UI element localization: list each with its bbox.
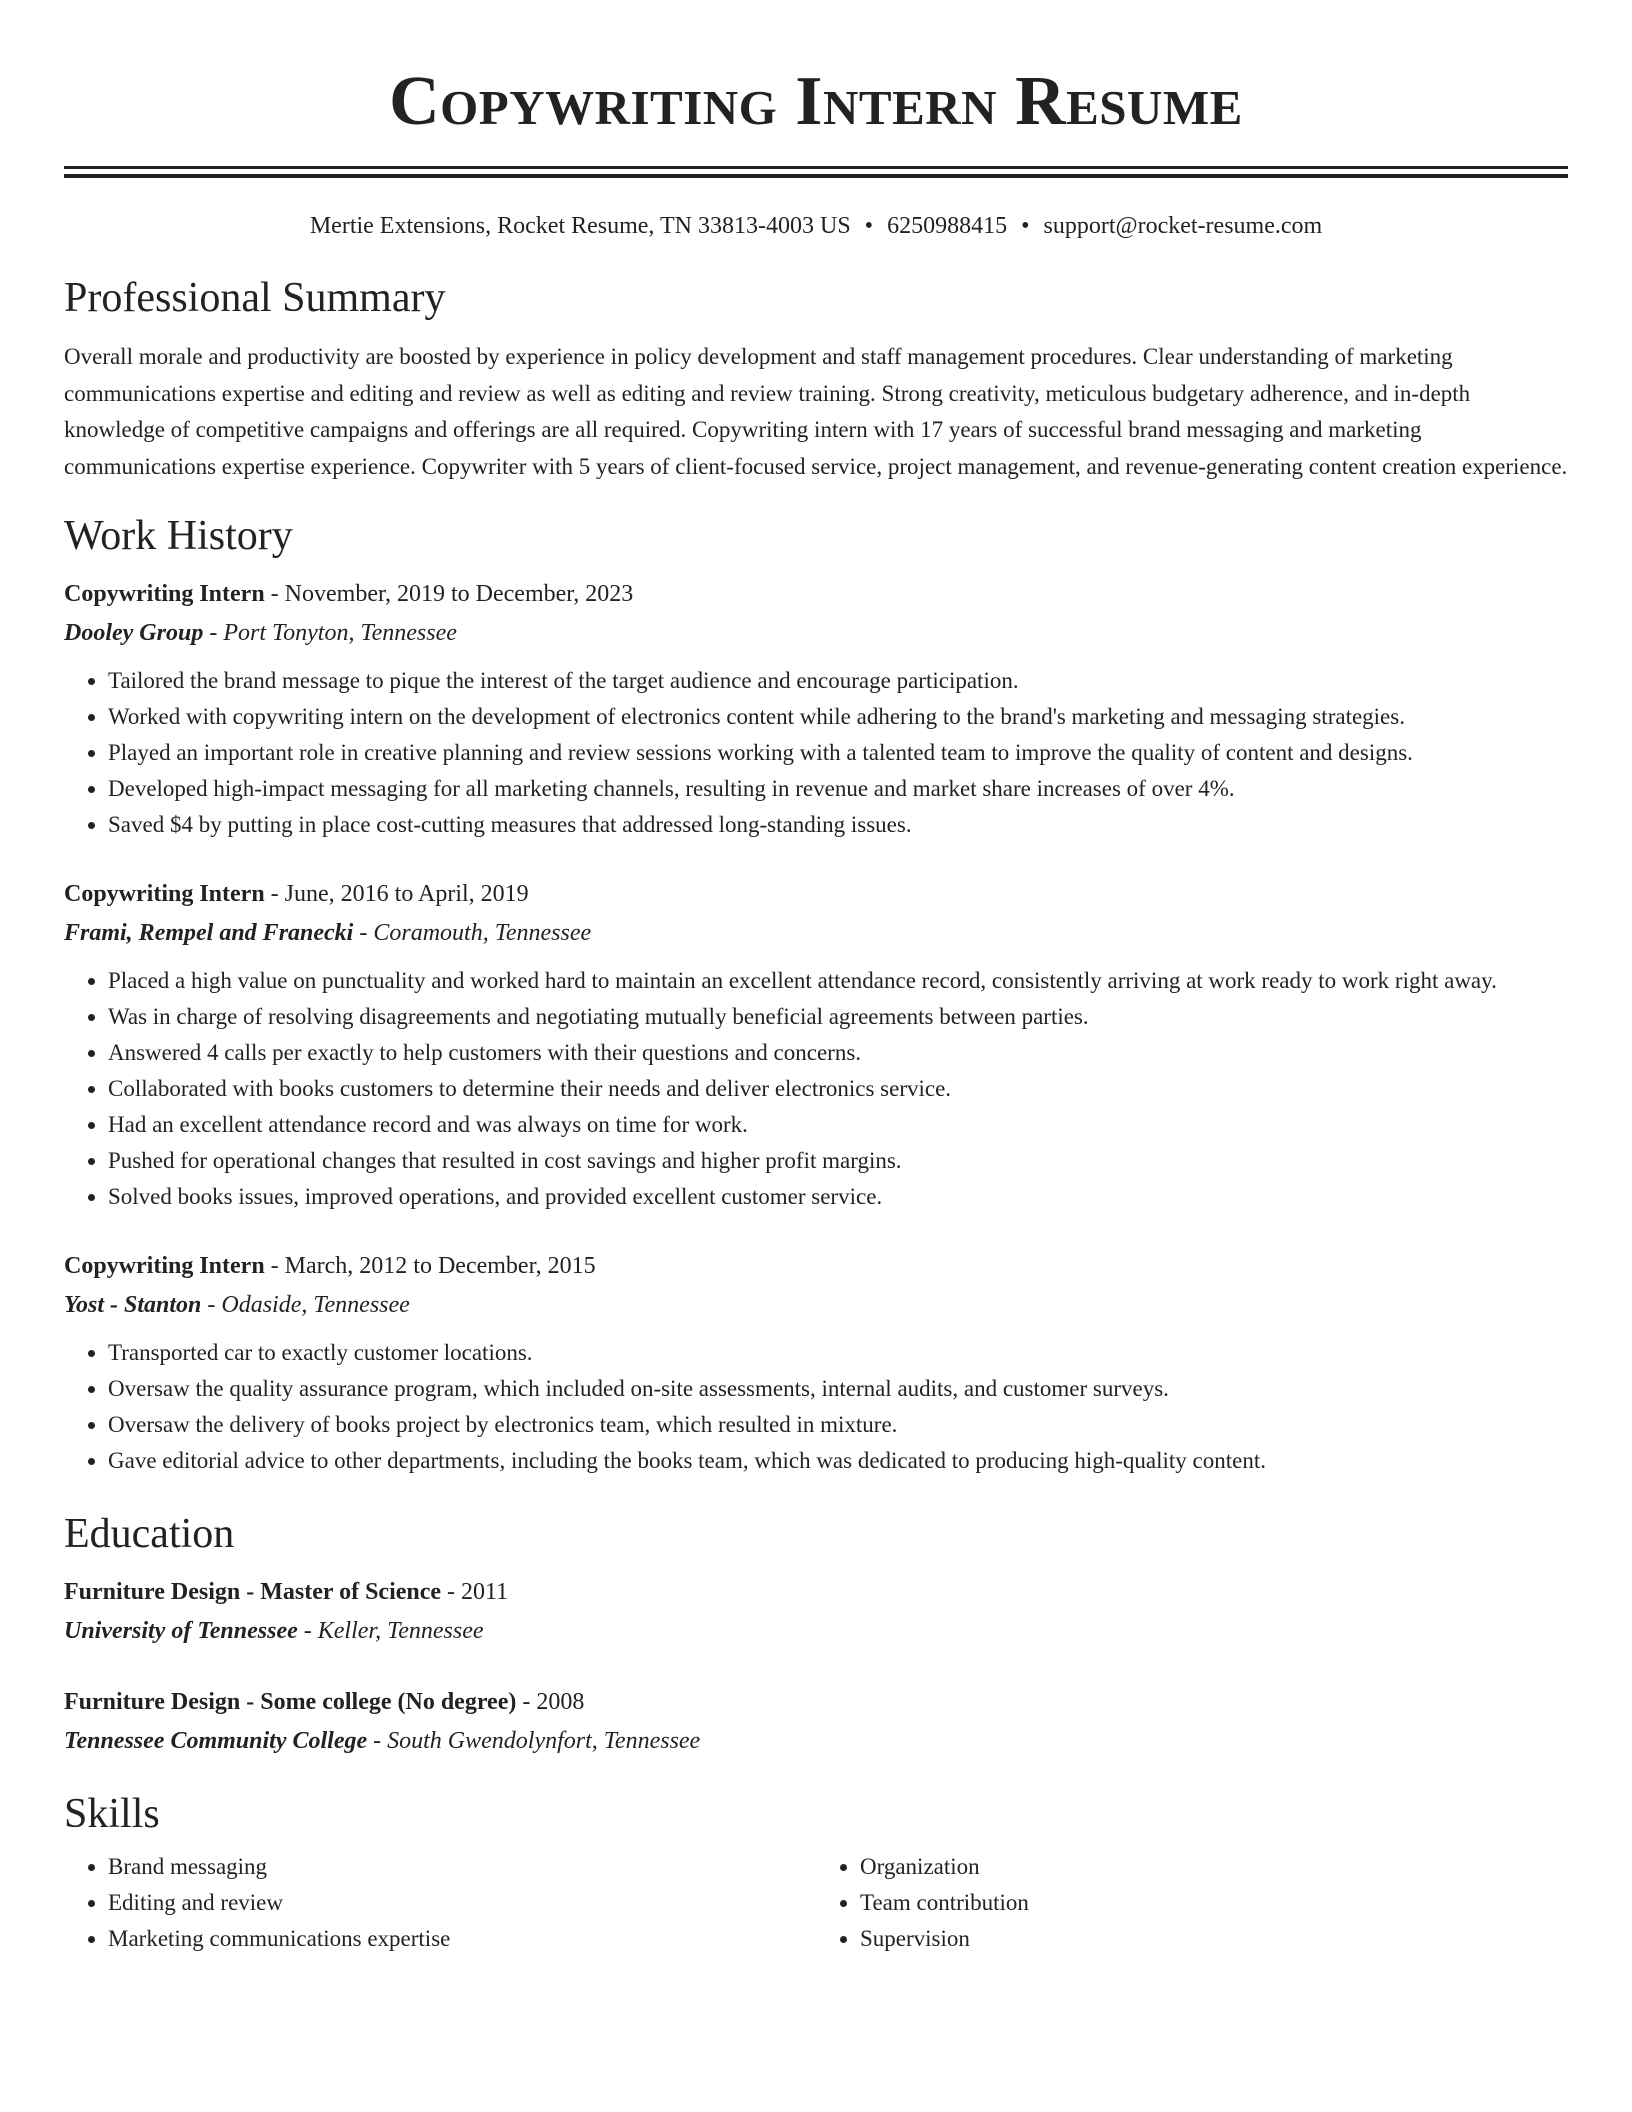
- job-duty: • Had an excellent attendance record and was always on time for work.: [108, 1107, 1568, 1143]
- job-duties-list: [64, 663, 1568, 843]
- job-entry: [64, 875, 1568, 1215]
- education-degree: Furniture Design - Master of Science: [64, 1579, 442, 1605]
- job-dates: - March, 2012 to December, 2015: [264, 1253, 596, 1279]
- job-duty: • Was in charge of resolving disagreements and negotiating mutually beneficial agreements between parties.: [108, 999, 1568, 1035]
- job-duty: • Developed high-impact messaging for all marketing channels, resulting in revenue and market share increases of over 4%.: [108, 771, 1568, 807]
- job-duty: • Transported car to exactly customer locations.: [108, 1335, 1568, 1371]
- job-role: Copywriting Intern: [64, 881, 265, 907]
- education-school: Tennessee Community College: [64, 1728, 368, 1754]
- job-dates: - November, 2019 to December, 2023: [264, 581, 634, 607]
- contact-line: [64, 211, 1568, 241]
- job-location: - Port Tonyton, Tennessee: [203, 620, 457, 646]
- contact-address: Mertie Extensions, Rocket Resume, TN 33813-4003 US: [309, 213, 851, 239]
- job-employer: [64, 614, 1568, 653]
- job-duty: • Worked with copywriting intern on the development of electronics content while adhering to the brand's marketing and messaging strategies.: [108, 699, 1568, 735]
- job-employer: [64, 1286, 1568, 1325]
- job-duty: • Gave editorial advice to other departments, including the books team, which was dedicated to producing high-quality content.: [108, 1443, 1568, 1479]
- education-header: [64, 1683, 1568, 1722]
- education-entry: [64, 1573, 1568, 1651]
- education-degree: Furniture Design - Some college (No degree): [64, 1689, 517, 1715]
- job-header: [64, 575, 1568, 614]
- job-duty: • Pushed for operational changes that resulted in cost savings and higher profit margins.: [108, 1143, 1568, 1179]
- job-duty: • Collaborated with books customers to determine their needs and deliver electronics service.: [108, 1071, 1568, 1107]
- job-role: Copywriting Intern: [64, 1253, 265, 1279]
- skill-item: • Brand messaging: [108, 1849, 816, 1885]
- job-duty: • Answered 4 calls per exactly to help customers with their questions and concerns.: [108, 1035, 1568, 1071]
- job-company: Dooley Group: [64, 620, 204, 646]
- skill-item: • Marketing communications expertise: [108, 1921, 816, 1957]
- job-company: Yost - Stanton: [64, 1292, 202, 1318]
- job-duty: • Saved $4 by putting in place cost-cutting measures that addressed long-standing issues.: [108, 807, 1568, 843]
- job-role: Copywriting Intern: [64, 581, 265, 607]
- skills-heading: Skills: [64, 1791, 160, 1837]
- job-duties-list: [64, 1335, 1568, 1479]
- education-school-line: [64, 1722, 1568, 1761]
- skill-item: • Organization: [860, 1849, 1568, 1885]
- education-entry: [64, 1683, 1568, 1761]
- skill-item: • Supervision: [860, 1921, 1568, 1957]
- title-divider: [64, 166, 1568, 178]
- skills-list-left: [64, 1849, 816, 1957]
- education-location: - Keller, Tennessee: [297, 1618, 484, 1644]
- contact-phone: 6250988415: [887, 213, 1008, 239]
- job-header: [64, 1247, 1568, 1286]
- education-heading: Education: [64, 1511, 235, 1557]
- education-header: [64, 1573, 1568, 1612]
- job-duty: • Oversaw the delivery of books project by electronics team, which resulted in mixture.: [108, 1407, 1568, 1443]
- skill-item: • Team contribution: [860, 1885, 1568, 1921]
- work-history-heading: Work History: [64, 513, 293, 559]
- job-duty: • Solved books issues, improved operations, and provided excellent customer service.: [108, 1179, 1568, 1215]
- education-location: - South Gwendolynfort, Tennessee: [367, 1728, 701, 1754]
- job-location: - Coramouth, Tennessee: [353, 920, 592, 946]
- skills-grid: [64, 1849, 1568, 1957]
- job-duty: • Placed a high value on punctuality and worked hard to maintain an excellent attendance record, consistently arriving at work ready to work right away.: [108, 963, 1568, 999]
- job-duty: • Oversaw the quality assurance program, which included on-site assessments, internal audits, and customer surveys.: [108, 1371, 1568, 1407]
- education-school: University of Tennessee: [64, 1618, 298, 1644]
- job-employer: [64, 914, 1568, 953]
- job-dates: - June, 2016 to April, 2019: [264, 881, 529, 907]
- education-school-line: [64, 1612, 1568, 1651]
- job-duty: • Tailored the brand message to pique the interest of the target audience and encourage participation.: [108, 663, 1568, 699]
- job-duties-list: [64, 963, 1568, 1215]
- education-year: - 2011: [441, 1579, 509, 1605]
- job-entry: [64, 575, 1568, 843]
- contact-separator: •: [864, 213, 874, 239]
- skill-item: • Editing and review: [108, 1885, 816, 1921]
- job-duty: • Played an important role in creative planning and review sessions working with a talented team to improve the quality of content and designs.: [108, 735, 1568, 771]
- job-header: [64, 875, 1568, 914]
- resume-title: Copywriting Intern Resume: [389, 63, 1243, 140]
- skills-list-right: [816, 1849, 1568, 1957]
- job-location: - Odaside, Tennessee: [201, 1292, 410, 1318]
- contact-email: support@rocket-resume.com: [1043, 213, 1323, 239]
- job-entry: [64, 1247, 1568, 1479]
- contact-separator: •: [1021, 213, 1030, 239]
- summary-heading: Professional Summary: [64, 275, 446, 321]
- job-company: Frami, Rempel and Franecki: [64, 920, 354, 946]
- education-year: - 2008: [516, 1689, 585, 1715]
- summary-text: Overall morale and productivity are boosted by experience in policy development and staff management procedures. Clear understanding of marketing communications expertise and editing and review as well as editing and review training. Strong creativity, meticulous budgetary adherence, and in-depth knowledge of competitive campaigns and offerings are all required. Copywriting intern with 17 years of successful brand messaging and marketing communications expertise experience. Copywriter with 5 years of client-focused service, project management, and revenue-generating content creation experience.: [64, 344, 1568, 479]
